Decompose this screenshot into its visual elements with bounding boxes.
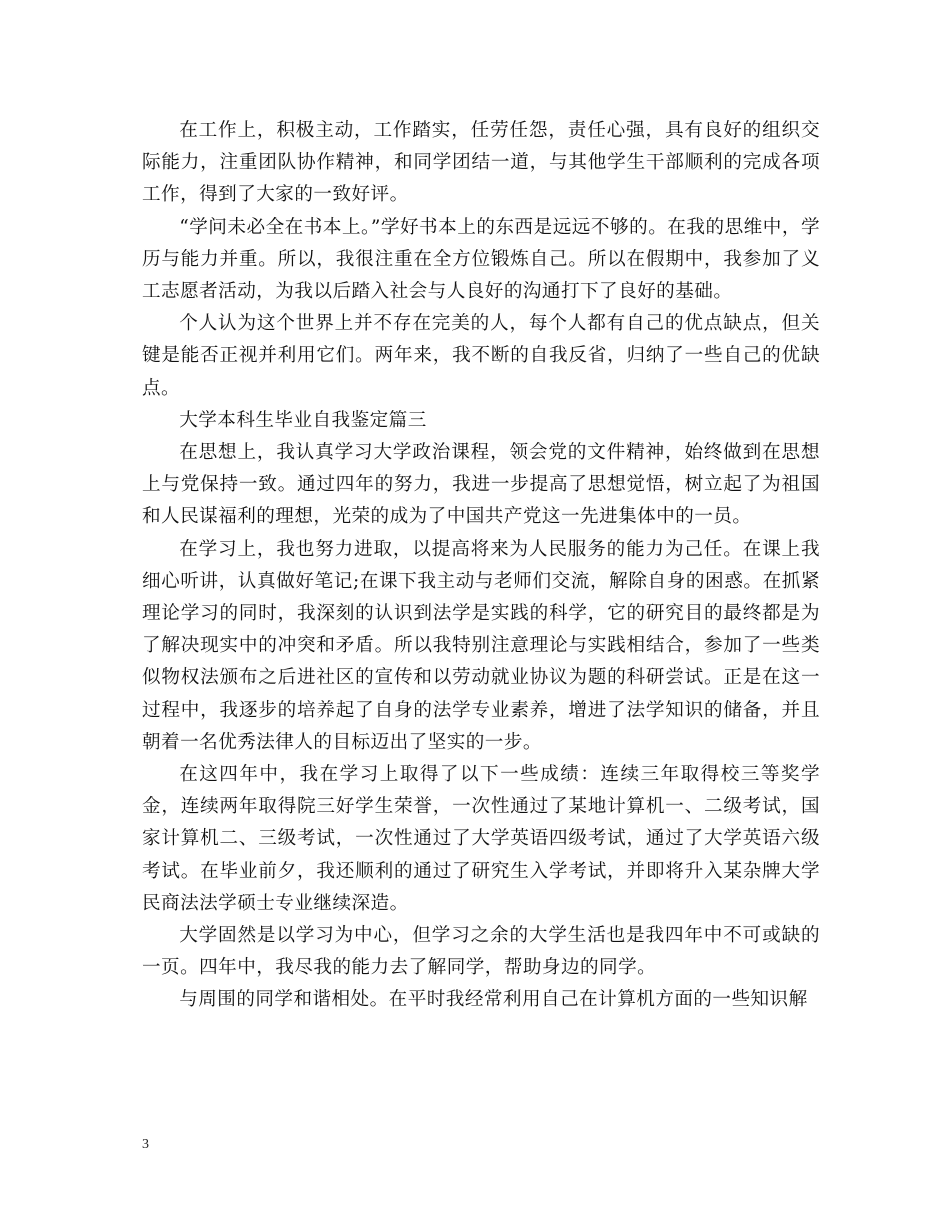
paragraph-knowledge: “学问未必全在书本上。”学好书本上的东西是远远不够的。在我的思维中，学历与能力并重。所以，我很注重在全方位锻炼自己。所以在假期中，我参加了义工志愿者活动，为我以后踏入社会与人良好的沟通打下了良好的基础。	[142, 216, 820, 303]
paragraph-classmates: 与周围的同学和谐相处。在平时我经常利用自己在计算机方面的一些知识解	[179, 989, 808, 1011]
page-number: 3	[142, 1137, 149, 1152]
document-body	[142, 115, 820, 1017]
paragraph-study: 在学习上，我也努力进取，以提高将来为人民服务的能力为己任。在课上我细心听讲，认真做好笔记;在课下我主动与老师们交流，解除自身的困惑。在抓紧理论学习的同时，我深刻的认识到法学是实践的科学，它的研究目的最终都是为了解决现实中的冲突和矛盾。所以我特别注意理论与实践相结合，参加了一些类似物权法颁布之后进社区的宣传和以劳动就业协议为题的科研尝试。正是在这一过程中，我逐步的培养起了自身的法学专业素养，增进了法学知识的储备，并且朝着一名优秀法律人的目标迈出了坚实的一步。	[142, 538, 820, 753]
paragraph-thought: 在思想上，我认真学习大学政治课程，领会党的文件精神，始终做到在思想上与党保持一致。通过四年的努力，我进一步提高了思想觉悟，树立起了为祖国和人民谋福利的理想，光荣的成为了中国共产党这一先进集体中的一员。	[142, 442, 820, 528]
paragraph-university-life: 大学固然是以学习为中心，但学习之余的大学生活也是我四年中不可或缺的一页。四年中，我尽我的能力去了解同学，帮助身边的同学。	[142, 925, 820, 979]
paragraph-achievements: 在这四年中，我在学习上取得了以下一些成绩：连续三年取得校三等奖学金，连续两年取得院三好学生荣誉，一次性通过了某地计算机一、二级考试，国家计算机二、三级考试，一次性通过了大学英语四级考试，通过了大学英语六级考试。在毕业前夕，我还顺利的通过了研究生入学考试，并即将升入某杂牌大学民商法法学硕士专业继续深造。	[142, 764, 820, 914]
paragraph-work: 在工作上，积极主动，工作踏实，任劳任怨，责任心强，具有良好的组织交际能力，注重团队协作精神，和同学团结一道，与其他学生干部顺利的完成各项工作，得到了大家的一致好评。	[142, 120, 820, 206]
section-heading: 大学本科生毕业自我鉴定篇三	[179, 409, 427, 431]
paragraph-self-reflection: 个人认为这个世界上并不存在完美的人，每个人都有自己的优点缺点，但关键是能否正视并利用它们。两年来，我不断的自我反省，归纳了一些自己的优缺点。	[142, 313, 820, 399]
